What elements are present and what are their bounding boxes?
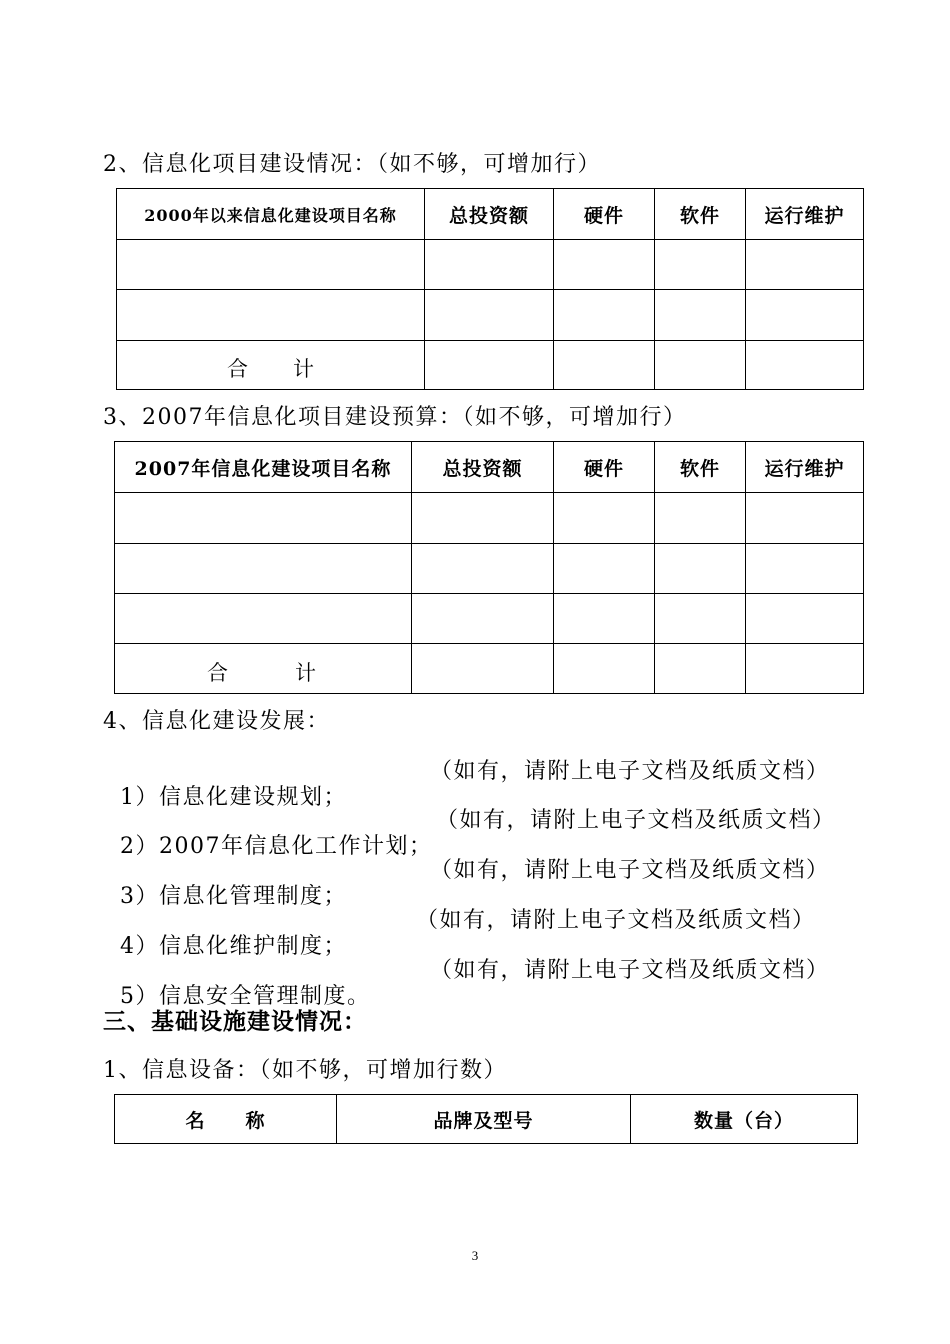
section2-title: 2、信息化项目建设情况：（如不够，可增加行） <box>103 152 601 177</box>
table-row <box>115 544 864 594</box>
table-cell[interactable] <box>554 594 655 644</box>
header-maintenance: 运行维护 <box>746 189 864 240</box>
table-cell[interactable] <box>746 493 864 544</box>
item-note: （如有，请附上电子文档及纸质文档） <box>436 808 836 833</box>
table-cell[interactable] <box>554 290 655 341</box>
table-cell[interactable] <box>115 594 412 644</box>
table-cell[interactable] <box>746 644 864 694</box>
section-three-subtitle: 1、信息设备：（如不够，可增加行数） <box>103 1058 507 1083</box>
table-cell[interactable] <box>655 644 746 694</box>
item-note: （如有，请附上电子文档及纸质文档） <box>416 908 816 933</box>
header-quantity: 数量（台） <box>631 1095 858 1144</box>
item-note: （如有，请附上电子文档及纸质文档） <box>430 759 830 784</box>
table-cell[interactable] <box>554 341 655 390</box>
header-total-investment: 总投资额 <box>412 442 554 493</box>
total-label: 合 计 <box>117 341 425 390</box>
table-cell[interactable] <box>655 240 746 290</box>
equipment-table <box>114 1094 858 1144</box>
table-cell[interactable] <box>655 493 746 544</box>
table-cell[interactable] <box>746 594 864 644</box>
table-cell[interactable] <box>115 493 412 544</box>
table-cell[interactable] <box>412 493 554 544</box>
table-row <box>117 240 864 290</box>
header-project-name: 2000年以来信息化建设项目名称 <box>117 189 425 240</box>
project-budget-table-2007 <box>114 441 864 694</box>
header-name: 名 称 <box>115 1095 337 1144</box>
header-project-name: 2007年信息化建设项目名称 <box>115 442 412 493</box>
table-cell[interactable] <box>554 644 655 694</box>
table-cell[interactable] <box>412 644 554 694</box>
header-hardware: 硬件 <box>554 189 655 240</box>
total-row <box>117 341 864 390</box>
table-cell[interactable] <box>115 544 412 594</box>
table-cell[interactable] <box>425 341 554 390</box>
project-table-since-2000 <box>116 188 864 390</box>
header-software: 软件 <box>655 189 746 240</box>
page-number: 3 <box>471 1248 479 1263</box>
table-cell[interactable] <box>425 240 554 290</box>
item-label: 3）信息化管理制度； <box>120 884 347 909</box>
header-software: 软件 <box>655 442 746 493</box>
item-label: 2）2007年信息化工作计划； <box>120 834 433 859</box>
table-row <box>115 493 864 544</box>
header-hardware: 硬件 <box>554 442 655 493</box>
total-row <box>115 644 864 694</box>
table-cell[interactable] <box>655 341 746 390</box>
table-cell[interactable] <box>412 594 554 644</box>
header-brand-model: 品牌及型号 <box>337 1095 631 1144</box>
header-maintenance: 运行维护 <box>746 442 864 493</box>
section-three-heading: 三、基础设施建设情况： <box>103 1008 367 1035</box>
table-row <box>117 290 864 341</box>
table-cell[interactable] <box>412 544 554 594</box>
item-label: 1）信息化建设规划； <box>120 785 347 810</box>
table-cell[interactable] <box>746 290 864 341</box>
table-cell[interactable] <box>655 594 746 644</box>
section3-title: 3、2007年信息化项目建设预算：（如不够，可增加行） <box>103 405 687 430</box>
table-cell[interactable] <box>655 290 746 341</box>
table-cell[interactable] <box>746 240 864 290</box>
table-cell[interactable] <box>554 493 655 544</box>
item-label: 4）信息化维护制度； <box>120 934 347 959</box>
header-total-investment: 总投资额 <box>425 189 554 240</box>
table-cell[interactable] <box>117 240 425 290</box>
table-cell[interactable] <box>554 240 655 290</box>
table-cell[interactable] <box>746 341 864 390</box>
section4-title: 4、信息化建设发展： <box>103 709 330 734</box>
item-note: （如有，请附上电子文档及纸质文档） <box>430 858 830 883</box>
table-cell[interactable] <box>655 544 746 594</box>
table-cell[interactable] <box>117 290 425 341</box>
item-note: （如有，请附上电子文档及纸质文档） <box>430 958 830 983</box>
table-cell[interactable] <box>425 290 554 341</box>
item-label: 5）信息安全管理制度。 <box>120 984 371 1009</box>
table-cell[interactable] <box>746 544 864 594</box>
table-cell[interactable] <box>554 544 655 594</box>
table-row <box>115 594 864 644</box>
total-label: 合 计 <box>115 644 412 694</box>
